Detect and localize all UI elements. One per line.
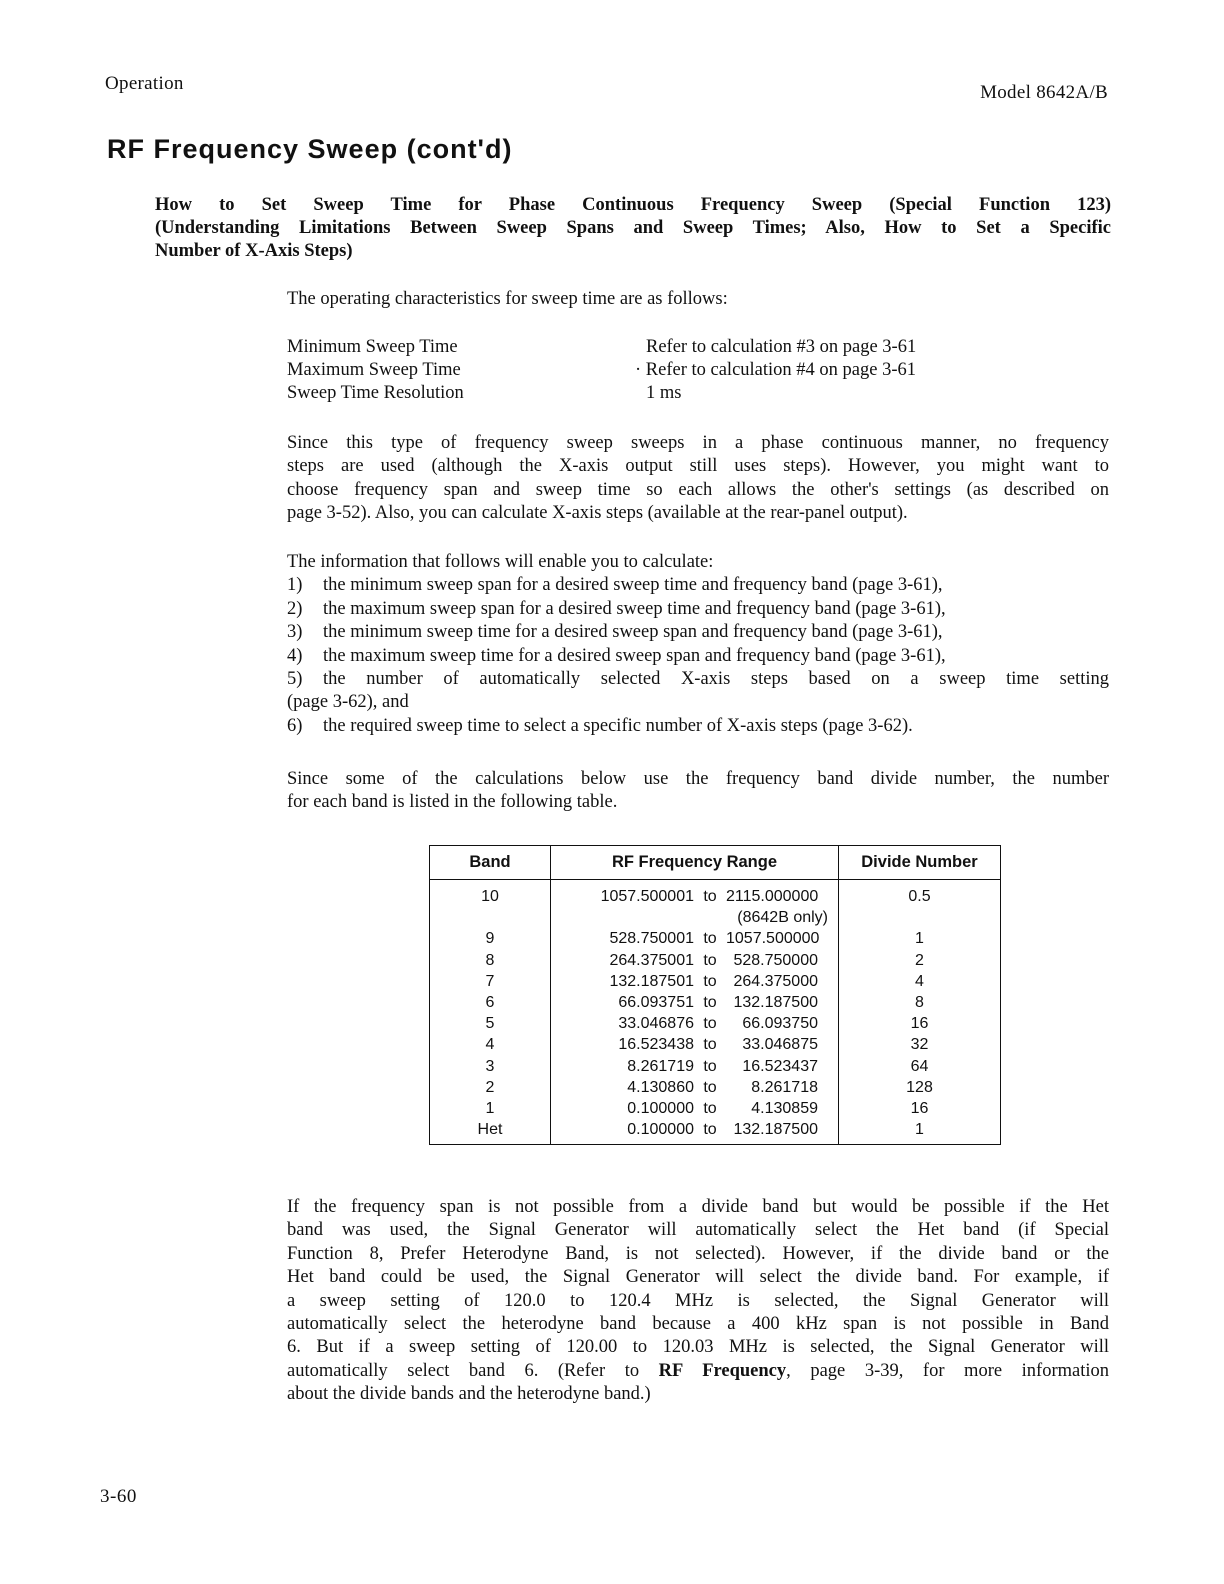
paragraph-line: Since some of the calculations below use the frequency band divide number, the number: [287, 769, 1109, 789]
divide-cell: 1: [839, 1119, 1001, 1145]
divide-cell: 128: [839, 1077, 1001, 1098]
band-cell: 9: [430, 928, 551, 949]
paragraph-line: If the frequency span is not possible from a divide band but would be possible if the Het: [287, 1197, 1109, 1217]
list-number: 1): [287, 575, 303, 596]
table-row: [430, 971, 1001, 992]
list-text: the maximum sweep time for a desired sweep span and frequency band (page 3-61),: [323, 645, 946, 666]
list-number: 6): [287, 715, 303, 736]
band-cell: 7: [430, 971, 551, 992]
band-cell: 5: [430, 1013, 551, 1034]
list-item: [287, 574, 1109, 597]
divide-cell: 16: [839, 1013, 1001, 1034]
divide-cell: 2: [839, 950, 1001, 971]
page-title: RF Frequency Sweep (cont'd): [107, 134, 513, 164]
divide-cell: 0.5: [839, 880, 1001, 908]
paragraph-het-band: [287, 1196, 1109, 1407]
spec-row: [287, 382, 1047, 405]
list-item: [287, 621, 1109, 644]
table-row: [430, 907, 1001, 928]
range-to: to: [703, 1121, 717, 1139]
spec-label: Minimum Sweep Time: [287, 337, 458, 357]
range-end: 2115.000000: [726, 888, 819, 905]
list-text: the minimum sweep span for a desired sweep time and frequency band (page 3-61),: [323, 575, 943, 596]
range-start: 528.750001: [609, 930, 694, 948]
table-row: [430, 992, 1001, 1013]
range-end: 16.523437: [742, 1057, 818, 1075]
range-end: 33.046875: [742, 1036, 818, 1054]
column-header-range: RF Frequency Range: [551, 846, 839, 880]
list-number: 4): [287, 645, 303, 666]
range-values: [551, 1034, 838, 1055]
spec-row: [287, 336, 1047, 359]
range-start: 4.130860: [627, 1078, 694, 1096]
subheading: [155, 194, 1111, 263]
band-cell: 6: [430, 992, 551, 1013]
list-lead: The information that follows will enable you to calculate:: [287, 552, 714, 572]
list-text: the minimum sweep time for a desired sweep span and frequency band (page 3-61),: [323, 622, 943, 643]
range-start: 8.261719: [627, 1057, 694, 1075]
paragraph-line: Het band could be used, the Signal Generator will select the divide band. For example, if: [287, 1267, 1109, 1288]
table-header-row: [430, 846, 1001, 880]
text-run: , page 3-39, for more information: [786, 1360, 1109, 1381]
range-start: 0.100000: [627, 1121, 694, 1139]
section-header: Operation: [105, 73, 184, 94]
range-values: [551, 886, 838, 907]
range-note: (8642B only): [737, 909, 828, 927]
divide-cell: 4: [839, 971, 1001, 992]
list-number: 3): [287, 622, 303, 643]
range-start: 66.093751: [618, 994, 694, 1012]
paragraph-line: 6. But if a sweep setting of 120.00 to 120.03 MHz is selected, the Signal Generator will: [287, 1337, 1109, 1358]
range-values: [551, 992, 838, 1013]
range-values: [551, 1013, 838, 1034]
divide-cell: [839, 907, 1001, 928]
range-cell: [551, 1119, 839, 1145]
model-header: Model 8642A/B: [980, 82, 1108, 103]
table-row: [430, 1077, 1001, 1098]
range-start: 1057.500001: [600, 888, 694, 905]
range-to: to: [703, 1078, 717, 1096]
range-cell: [551, 1077, 839, 1098]
list-item-continuation: (page 3-62), and: [287, 692, 409, 713]
list-text: the number of automatically selected X-axis steps based on a sweep time setting: [323, 669, 1109, 690]
text-run: automatically select band 6. (Refer to: [287, 1360, 659, 1381]
range-to: to: [703, 994, 717, 1012]
spec-value: Refer to calculation #3 on page 3-61: [646, 337, 917, 357]
range-end: 66.093750: [742, 1015, 818, 1033]
paragraph-line: band was used, the Signal Generator will automatically select the Het band (if Special: [287, 1220, 1109, 1241]
column-header-band: Band: [430, 846, 551, 880]
band-cell: 4: [430, 1034, 551, 1055]
table-row: [430, 880, 1001, 908]
band-cell: Het: [430, 1119, 551, 1145]
band-cell: 3: [430, 1056, 551, 1077]
range-to: to: [703, 930, 717, 948]
subheading-line: How to Set Sweep Time for Phase Continuous Frequency Sweep (Special Function 123): [155, 195, 1111, 215]
band-cell: 2: [430, 1077, 551, 1098]
list-number: 2): [287, 598, 303, 619]
range-end: 132.187500: [733, 1121, 818, 1139]
range-start: 264.375001: [609, 951, 694, 969]
paragraph-line: Function 8, Prefer Heterodyne Band, is not selected). However, if the divide band or the: [287, 1243, 1109, 1264]
paragraph-line: Since this type of frequency sweep sweeps in a phase continuous manner, no frequency: [287, 433, 1109, 453]
spec-value: · Refer to calculation #4 on page 3-61: [635, 360, 916, 380]
list-item: [287, 715, 1109, 738]
table-row: [430, 1013, 1001, 1034]
range-values: [551, 1098, 838, 1119]
range-cell: [551, 907, 839, 928]
range-cell: [551, 928, 839, 949]
column-header-divide: Divide Number: [839, 846, 1001, 880]
range-start: 132.187501: [609, 972, 694, 990]
range-cell: [551, 971, 839, 992]
spec-label: Sweep Time Resolution: [287, 383, 464, 403]
range-start: 33.046876: [618, 1015, 694, 1033]
range-values: [551, 928, 838, 949]
list-number: 5): [287, 669, 303, 690]
table-row: [430, 1098, 1001, 1119]
range-to: to: [703, 1015, 717, 1033]
range-cell: [551, 1098, 839, 1119]
range-end: 8.261718: [751, 1078, 818, 1096]
range-cell: [551, 1034, 839, 1055]
range-cell: [551, 992, 839, 1013]
table-row: [430, 1119, 1001, 1145]
divide-cell: 16: [839, 1098, 1001, 1119]
range-cell: [551, 880, 839, 908]
range-to: to: [703, 951, 717, 969]
range-to: to: [703, 1036, 717, 1054]
paragraph-table-intro: [287, 768, 1109, 815]
range-cell: [551, 950, 839, 971]
spec-row: [287, 359, 1047, 382]
paragraph-line: steps are used (although the X-axis output still uses steps). However, you might want to: [287, 456, 1109, 477]
list-text: the maximum sweep span for a desired sweep time and frequency band (page 3-61),: [323, 598, 946, 619]
range-end: 1057.500000: [726, 930, 820, 948]
page-number: 3-60: [100, 1486, 137, 1507]
range-cell: [551, 1056, 839, 1077]
rf-frequency-reference: RF Frequency: [658, 1360, 787, 1381]
table-body: [430, 880, 1001, 1145]
range-values: [551, 950, 838, 971]
divide-cell: 1: [839, 928, 1001, 949]
range-start: 16.523438: [618, 1036, 694, 1054]
table-row: [430, 950, 1001, 971]
range-values: [551, 1056, 838, 1077]
range-start: 0.100000: [627, 1100, 694, 1118]
divide-cell: 32: [839, 1034, 1001, 1055]
intro-text: The operating characteristics for sweep time are as follows:: [287, 289, 728, 309]
paragraph-line: [287, 1360, 1109, 1383]
range-end: 528.750000: [733, 951, 818, 969]
range-to: to: [703, 972, 717, 990]
subheading-line: Number of X-Axis Steps): [155, 241, 353, 261]
divide-cell: 64: [839, 1056, 1001, 1077]
paragraph-line: choose frequency span and sweep time so each allows the other's settings (as described on: [287, 479, 1109, 500]
list-item: [287, 668, 1109, 691]
table-row: [430, 1034, 1001, 1055]
range-cell: [551, 1013, 839, 1034]
range-to: to: [703, 1100, 717, 1118]
range-values: [551, 971, 838, 992]
band-cell: 8: [430, 950, 551, 971]
list-text: the required sweep time to select a specific number of X-axis steps (page 3-62).: [323, 715, 913, 736]
range-to: to: [703, 1057, 717, 1075]
list-item: [287, 645, 1109, 668]
paragraph-phase-continuous: [287, 432, 1109, 526]
band-cell: [430, 907, 551, 928]
spec-label: Maximum Sweep Time: [287, 360, 461, 380]
range-to: to: [703, 888, 717, 905]
paragraph-line: automatically select the heterodyne band because a 400 kHz span is not possible in Band: [287, 1314, 1109, 1335]
table-row: [430, 1056, 1001, 1077]
divide-cell: 8: [839, 992, 1001, 1013]
range-end: 264.375000: [733, 972, 818, 990]
paragraph-line: a sweep setting of 120.0 to 120.4 MHz is selected, the Signal Generator will: [287, 1290, 1109, 1311]
band-divide-table: [429, 845, 1001, 1145]
band-cell: 10: [430, 880, 551, 908]
band-cell: 1: [430, 1098, 551, 1119]
paragraph-line: for each band is listed in the following table.: [287, 792, 618, 813]
paragraph-line: page 3-52). Also, you can calculate X-axis steps (available at the rear-panel output).: [287, 503, 908, 524]
range-end: 4.130859: [751, 1100, 818, 1118]
paragraph-line: about the divide bands and the heterodyne band.): [287, 1384, 651, 1405]
spec-list: [287, 336, 1047, 405]
subheading-line: (Understanding Limitations Between Sweep Spans and Sweep Times; Also, How to Set a Specific: [155, 218, 1111, 238]
table-row: [430, 928, 1001, 949]
range-values: [551, 1077, 838, 1098]
range-values: [551, 1119, 838, 1140]
calculation-list: [287, 551, 1109, 738]
list-item: [287, 598, 1109, 621]
range-end: 132.187500: [733, 994, 818, 1012]
spec-value: 1 ms: [646, 383, 682, 403]
